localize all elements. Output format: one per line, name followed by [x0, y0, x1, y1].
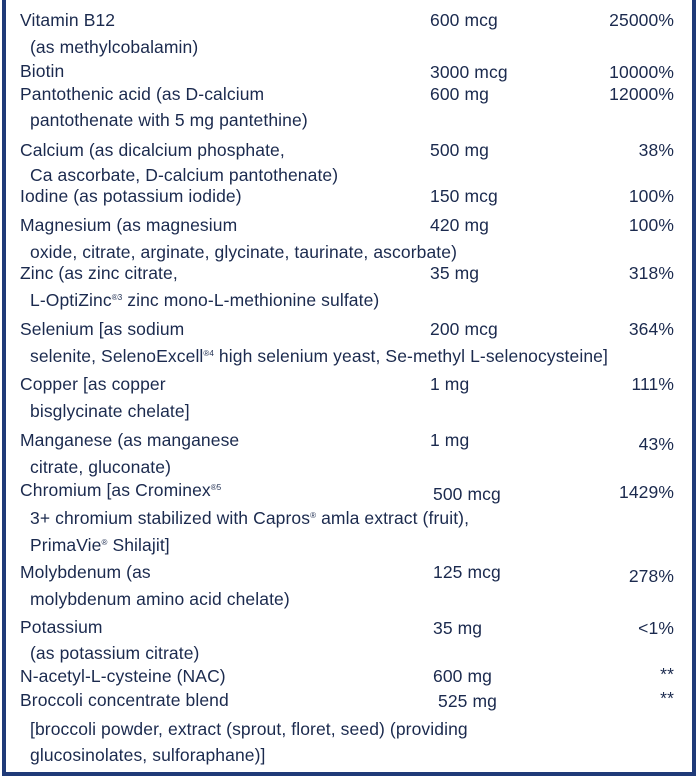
- nutrient-amount: 150 mcg: [430, 186, 498, 206]
- nutrient-amount: 1 mg: [430, 374, 470, 394]
- nutrient-source: selenite, SelenoExcell$^{®4}$ high selenium yeast, Se-methyl L-selenocysteine]: [30, 346, 608, 366]
- nutrient-dv: 278%: [628, 566, 674, 586]
- nutrient-name: Zinc (as zinc citrate,: [20, 263, 178, 283]
- nutrient-name: Manganese (as manganese: [20, 430, 240, 450]
- nutrient-dv: 100%: [628, 215, 674, 235]
- nutrient-name: Chromium [as Crominex$^{®5}$: [20, 480, 222, 500]
- nutrient-name: Broccoli concentrate blend: [20, 690, 229, 710]
- nutrient-name: Selenium [as sodium: [20, 319, 185, 339]
- nutrient-dv: 318%: [628, 263, 674, 283]
- nutrient-amount: 1 mg: [430, 430, 470, 450]
- nutrient-amount: 600 mg: [430, 84, 489, 104]
- nutrient-name: Molybdenum (as: [20, 562, 151, 582]
- nutrient-amount: 35 mg: [433, 618, 483, 638]
- nutrient-amount: 600 mg: [433, 666, 492, 686]
- nutrient-amount: 500 mg: [430, 140, 489, 160]
- nutrient-source: Ca ascorbate, D-calcium pantothenate): [30, 165, 339, 185]
- nutrient-dv: <1%: [638, 618, 674, 638]
- nutrient-source: (as potassium citrate): [30, 643, 200, 663]
- nutrient-amount: 3000 mcg: [430, 62, 508, 82]
- nutrient-amount: 35 mg: [430, 263, 480, 283]
- nutrient-dv: 10000%: [609, 62, 674, 82]
- nutrient-dv: 25000%: [609, 10, 674, 30]
- nutrient-amount: 200 mcg: [430, 319, 498, 339]
- nutrient-source: pantothenate with 5 mg pantethine): [30, 110, 308, 130]
- nutrient-dv: 111%: [631, 374, 674, 394]
- nutrient-name: N-acetyl-L-cysteine (NAC): [20, 666, 226, 686]
- nutrient-dv: **: [660, 688, 674, 708]
- nutrient-source: bisglycinate chelate]: [30, 401, 190, 421]
- nutrient-name: Vitamin B12: [20, 10, 116, 30]
- nutrient-name: Potassium: [20, 617, 103, 637]
- nutrient-source: molybdenum amino acid chelate): [30, 589, 290, 609]
- nutrient-source: PrimaVie® Shilajit]: [30, 535, 170, 555]
- nutrient-amount: 600 mcg: [430, 10, 498, 30]
- nutrient-dv: 100%: [628, 186, 674, 206]
- nutrient-name: Magnesium (as magnesium: [20, 215, 238, 235]
- nutrient-amount: 500 mcg: [433, 484, 501, 504]
- nutrient-source: citrate, gluconate): [30, 457, 172, 477]
- nutrient-name: Pantothenic acid (as D-calcium: [20, 84, 265, 104]
- nutrient-dv: 12000%: [609, 84, 674, 104]
- nutrient-dv: 364%: [628, 319, 674, 339]
- nutrient-name: Copper [as copper: [20, 374, 166, 394]
- nutrient-source: glucosinolates, sulforaphane)]: [30, 745, 266, 765]
- nutrient-dv: 43%: [638, 434, 674, 454]
- nutrient-source: [broccoli powder, extract (sprout, floret, seed) (providing: [30, 719, 468, 739]
- nutrient-amount: 525 mg: [438, 691, 497, 711]
- nutrient-name: Calcium (as dicalcium phosphate,: [20, 140, 285, 160]
- nutrient-source: L-OptiZinc$^{®3}$ zinc mono-L-methionine sulfate): [30, 290, 380, 310]
- nutrient-source: (as methylcobalamin): [30, 37, 199, 57]
- nutrient-dv: 38%: [638, 140, 674, 160]
- nutrient-name: Iodine (as potassium iodide): [20, 186, 242, 206]
- nutrient-source: oxide, citrate, arginate, glycinate, taurinate, ascorbate): [30, 242, 458, 262]
- nutrient-amount: 125 mcg: [433, 562, 501, 582]
- nutrient-amount: 420 mg: [430, 215, 489, 235]
- nutrient-name: Biotin: [20, 61, 65, 81]
- nutrient-dv: 1429%: [619, 482, 674, 502]
- nutrient-source: 3+ chromium stabilized with Capros® amla extract (fruit),: [30, 508, 470, 528]
- nutrient-dv: **: [660, 664, 674, 684]
